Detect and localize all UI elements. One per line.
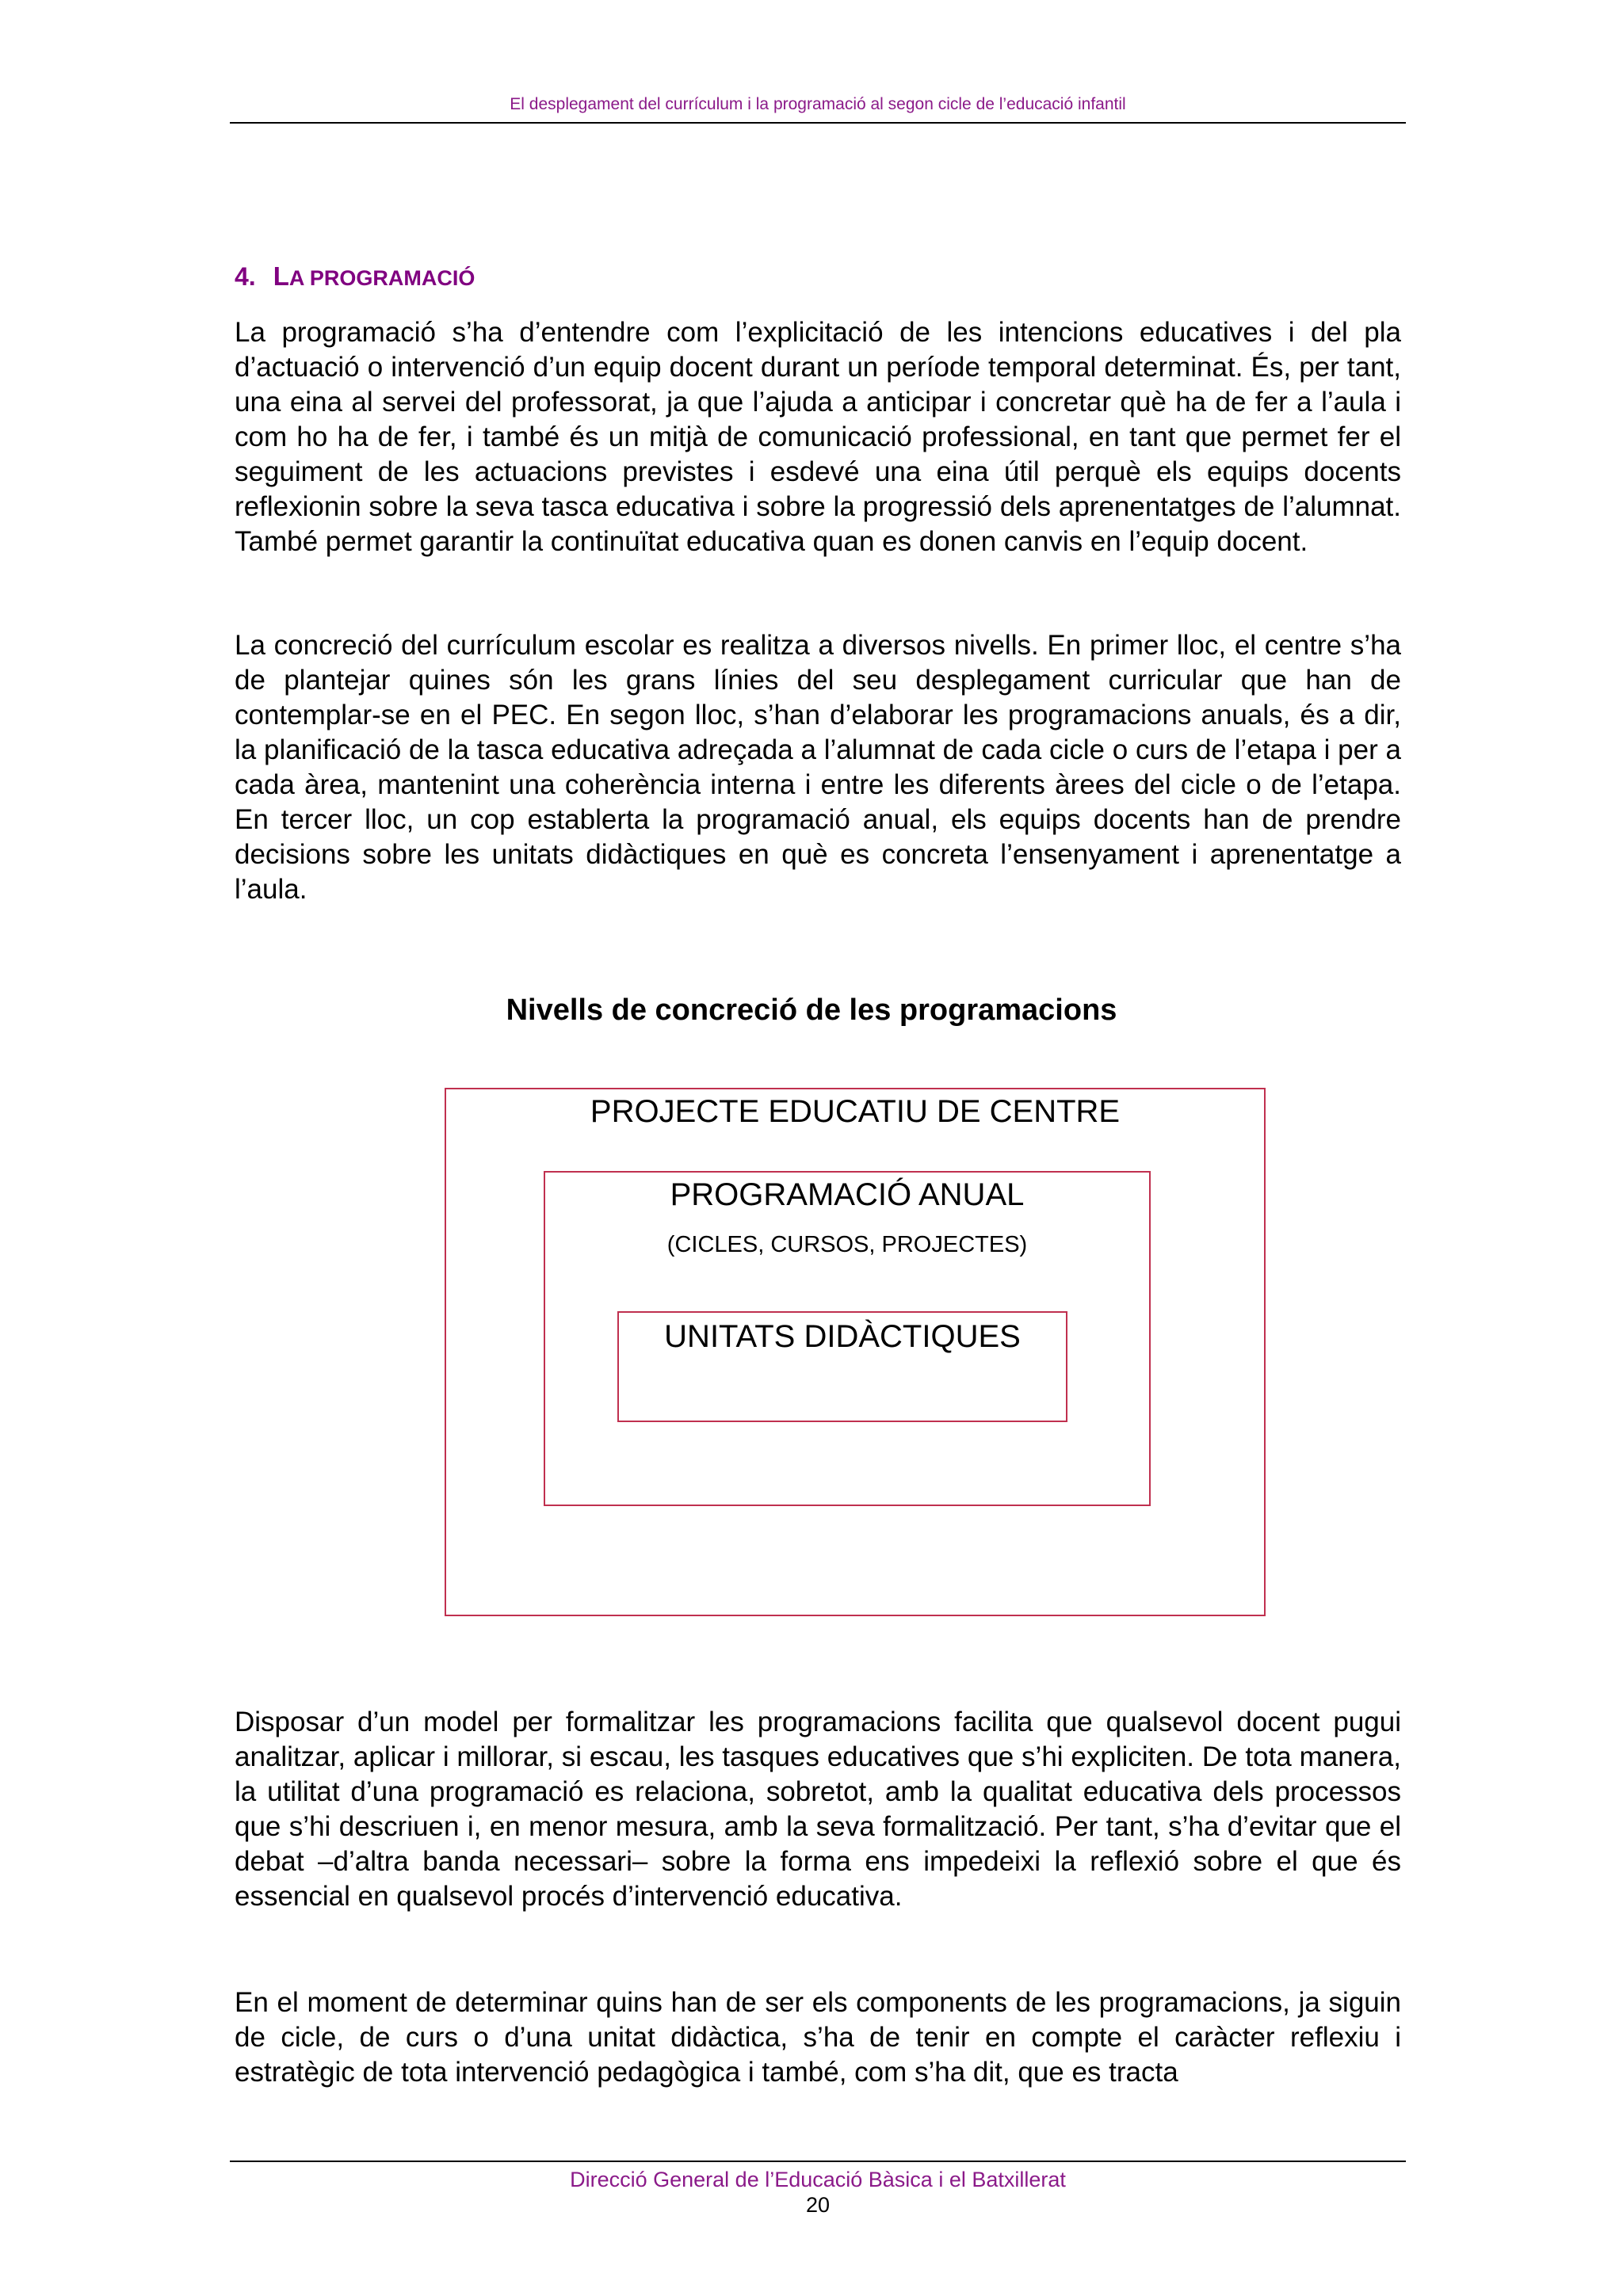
running-header: El desplegament del currículum i la programació al segon cicle de l’educació infantil: [510, 95, 1126, 113]
paragraph-components: En el moment de determinar quins han de ser els components de les programacions, ja siguin de cicle, de curs o d’una unitat didàctica, s’ha de tenir en compte el caràcter reflexiu i estratègic de tota intervenció pedagògica i també, com s’ha dit, que es tracta: [235, 1987, 1401, 2088]
paragraph-concretion-levels: La concreció del currículum escolar es realitza a diversos nivells. En primer lloc, el centre s’ha de plantejar quines són les grans línies del seu desplegament curricular que han de contemplar-se en el PEC. En segon lloc, s’han d’elaborar les programacions anuals, és a dir, la planificació de la tasca educativa adreçada a l’alumnat de cada cicle o curs de l’etapa i per a cada àrea, mantenint una coherència interna i entre les diferents àrees del cicle o de l’etapa. En tercer lloc, un cop establerta la programació anual, els equips docents han de prendre decisions sobre les unitats didàctiques en què es concreta l’ensenyament i aprenentatge a l’aula.: [235, 630, 1401, 905]
diagram-title: Nivells de concreció de les programacions: [506, 994, 1117, 1027]
diagram-label-programacio-anual: PROGRAMACIÓ ANUAL: [670, 1177, 1025, 1212]
diagram-label-projecte-educatiu: PROJECTE EDUCATIU DE CENTRE: [590, 1094, 1121, 1129]
page-number: 20: [805, 2193, 831, 2217]
paragraph-intro: La programació s’ha d’entendre com l’explicitació de les intencions educatives i del pla d’actuació o intervenció d’un equip docent durant un període temporal determinat. És, per tant, una eina al servei del professorat, ja que l’ajuda a anticipar i concretar què ha de fer a l’aula i com ho ha de fer, i també és un mitjà de comunicació professional, en tant que permet fer el seguiment de les actuacions previstes i esdevé una eina útil perquè els equips docents reflexionin sobre la seva tasca educativa i sobre la progressió dels aprenentatges de l’alumnat. També permet garantir la continuïtat educativa quan es donen canvis en l’equip docent.: [235, 317, 1401, 557]
header-divider: [230, 122, 1406, 124]
footer-divider: [230, 2161, 1406, 2162]
section-number: 4.: [235, 262, 256, 291]
diagram-sublabel-programacio-anual: (CICLES, CURSOS, PROJECTES): [666, 1232, 1028, 1257]
diagram-box-unitats-didactiques: [617, 1311, 1067, 1422]
footer-institution: Direcció General de l’Educació Bàsica i el Batxillerat: [570, 2168, 1066, 2191]
section-title-initial: L: [273, 261, 289, 291]
section-heading: [235, 261, 475, 292]
section-title-rest: A PROGRAMACIÓ: [288, 266, 475, 290]
diagram-label-unitats-didactiques: UNITATS DIDÀCTIQUES: [664, 1319, 1021, 1354]
paragraph-formalization: Disposar d’un model per formalitzar les programacions facilita que qualsevol docent pugui analitzar, aplicar i millorar, si escau, les tasques educatives que s’hi expliciten. De tota manera, la utilitat d’una programació es relaciona, sobretot, amb la qualitat educativa dels processos que s’hi descriuen i, en menor mesura, amb la seva formalització. Per tant, s’ha d’evitar que el debat –d’altra banda necessari– sobre la forma ens impedeixi la reflexió sobre el que és essencial en qualsevol procés d’intervenció educativa.: [235, 1707, 1401, 1912]
